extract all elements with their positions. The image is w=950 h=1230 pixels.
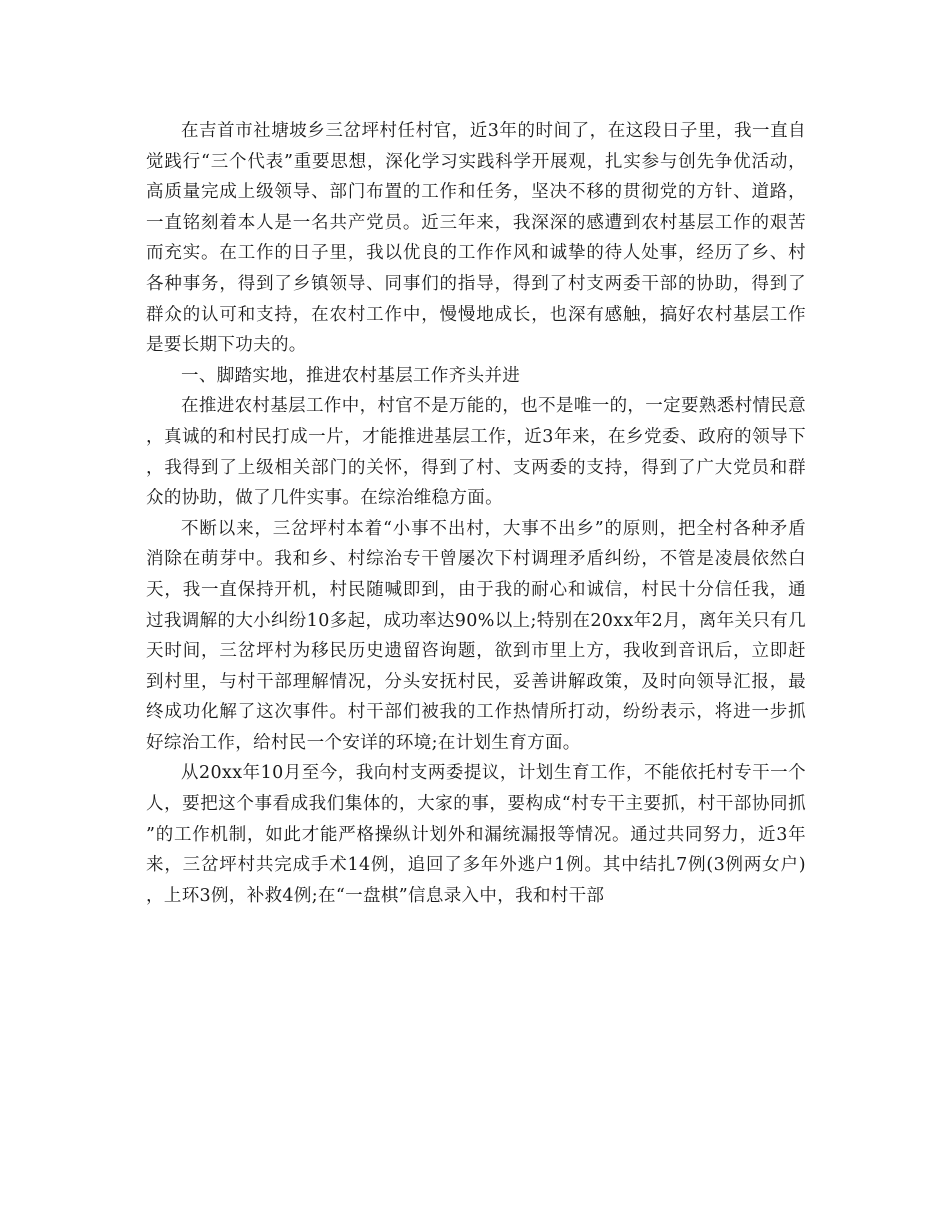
paragraph-intro: 在吉首市社塘坡乡三岔坪村任村官，近3年的时间了，在这段日子里，我一直自觉践行“三个代表”重要思想，深化学习实践科学开展观，扎实参与创先争优活动，高质量完成上级领导、部门布置的工作和任务，坚决不移的贯彻党的方针、道路，一直铭刻着本人是一名共产党员。近三年来，我深深的感遭到农村基层工作的艰苦而充实。在工作的日子里，我以优良的工作作风和诚挚的待人处事，经历了乡、村各种事务，得到了乡镇领导、同事们的指导，得到了村支两委干部的协助，得到了群众的认可和支持，在农村工作中，慢慢地成长，也深有感触，搞好农村基层工作是要长期下功夫的。	[146, 121, 806, 356]
paragraph-grassroots-work: 在推进农村基层工作中，村官不是万能的，也不是唯一的，一定要熟悉村情民意，真诚的和村民打成一片，才能推进基层工作，近3年来，在乡党委、政府的领导下，我得到了上级相关部门的关怀，得到了村、支两委的支持，得到了广大党员和群众的协助，做了几件实事。在综治维稳方面。	[146, 396, 806, 509]
document-body	[146, 116, 806, 911]
section-heading: 一、脚踏实地，推进农村基层工作齐头并进	[181, 365, 521, 386]
paragraph-mediation: 不断以来，三岔坪村本着“小事不出村，大事不出乡”的原则，把全村各种矛盾消除在萌芽中。我和乡、村综治专干曾屡次下村调理矛盾纠纷，不管是凌晨依然白天，我一直保持开机，村民随喊即到，由于我的耐心和诚信，村民十分信任我，通过我调解的大小纠纷10多起，成功率达90%以上;特别在20xx年2月，离年关只有几天时间，三岔坪村为移民历史遗留咨询题，欲到市里上方，我收到音讯后，立即赶到村里，与村干部理解情况，分头安抚村民，妥善讲解政策，及时向领导汇报，最终成功化解了这次事件。村干部们被我的工作热情所打动，纷纷表示，将进一步抓好综治工作，给村民一个安详的环境;在计划生育方面。	[146, 518, 806, 753]
paragraph-family-planning: 从20xx年10月至今，我向村支两委提议，计划生育工作，不能依托村专干一个人，要把这个事看成我们集体的，大家的事，要构成“村专干主要抓，村干部协同抓”的工作机制，如此才能严格操纵计划外和漏统漏报等情况。通过共同努力，近3年来，三岔坪村共完成手术14例，追回了多年外逃户1例。其中结扎7例(3例两女户)，上环3例，补救4例;在“一盘棋”信息录入中，我和村干部	[146, 763, 806, 906]
